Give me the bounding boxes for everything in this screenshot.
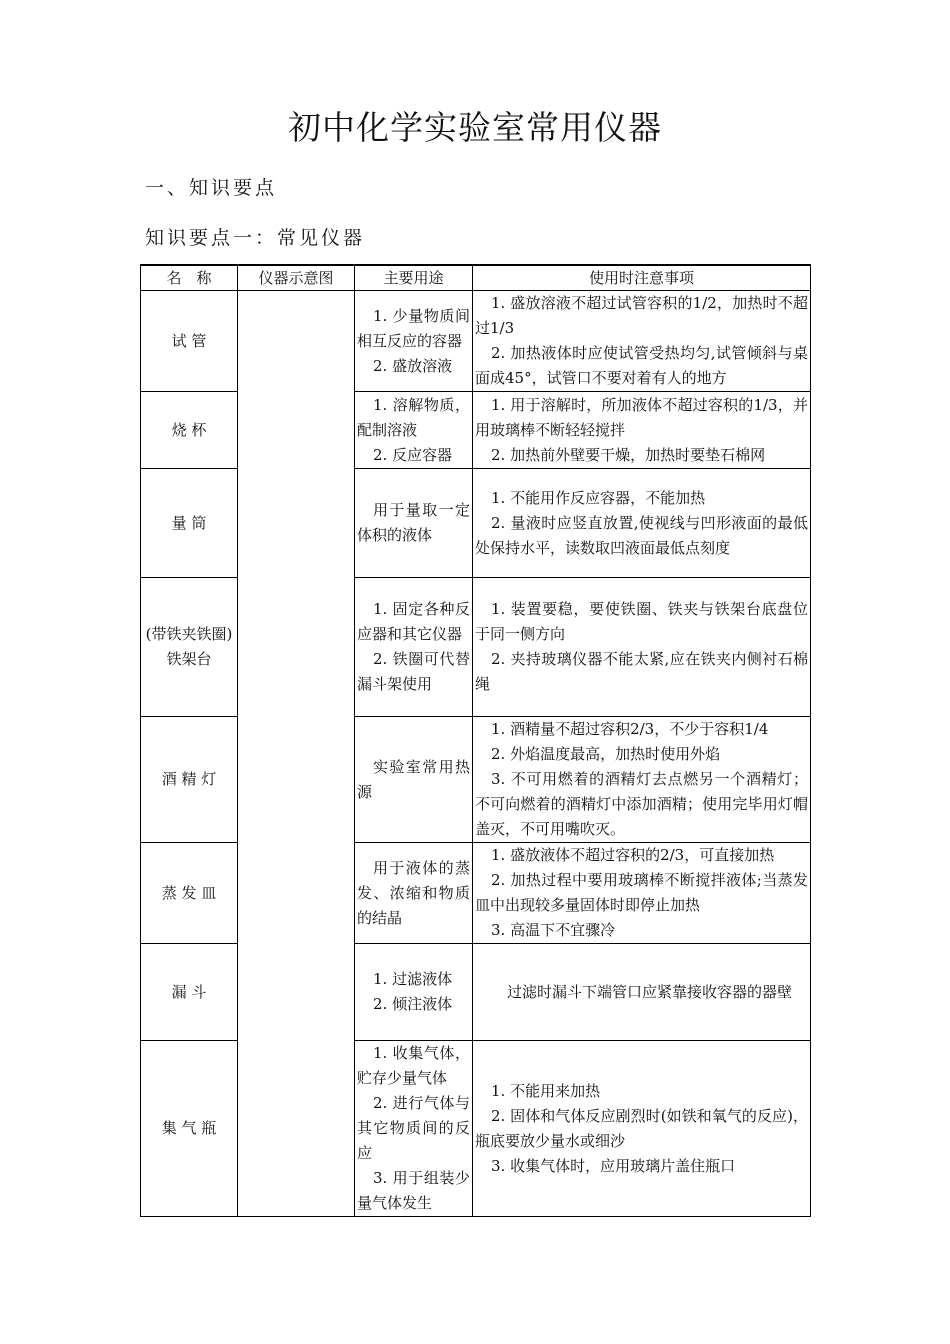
instrument-name: 酒 精 灯 <box>141 717 238 843</box>
table-row <box>141 291 811 392</box>
instrument-table <box>140 264 811 1217</box>
section-heading: 一、知识要点 <box>145 177 278 199</box>
instrument-name: (带铁夹铁圈) 铁架台 <box>141 578 238 717</box>
instrument-name: 集 气 瓶 <box>141 1041 238 1217</box>
header-uses: 主要用途 <box>355 265 473 291</box>
instrument-notes: 1. 酒精量不超过容积2/3，不少于容积1/4 2. 外焰温度最高，加热时使用外焰 3. 不可用燃着的酒精灯去点燃另一个酒精灯；不可向燃着的酒精灯中添加酒精；使用完毕用灯帽盖灭，不可用嘴吹灭。 <box>473 717 811 843</box>
instrument-uses: 1. 过滤液体 2. 倾注液体 <box>355 944 473 1041</box>
instrument-name: 漏 斗 <box>141 944 238 1041</box>
instrument-name: 量 筒 <box>141 469 238 578</box>
instrument-notes: 1. 盛放溶液不超过试管容积的1/2，加热时不超过1/3 2. 加热液体时应使试管受热均匀,试管倾斜与桌面成45°，试管口不要对着有人的地方 <box>473 291 811 392</box>
instrument-uses: 1. 收集气体，贮存少量气体 2. 进行气体与其它物质间的反应 3. 用于组装少量气体发生 <box>355 1041 473 1217</box>
instrument-notes: 1. 盛放液体不超过容积的2/3，可直接加热 2. 加热过程中要用玻璃棒不断搅拌液体;当蒸发皿中出现较多量固体时即停止加热 3. 高温下不宜骤冷 <box>473 843 811 944</box>
instrument-uses: 实验室常用热源 <box>355 717 473 843</box>
page-title: 初中化学实验室常用仪器 <box>288 108 662 147</box>
instrument-name: 试 管 <box>141 291 238 392</box>
subsection-heading: 知识要点一：常见仪器 <box>145 227 366 249</box>
instrument-name: 蒸 发 皿 <box>141 843 238 944</box>
header-diagram: 仪器示意图 <box>238 265 355 291</box>
instrument-uses: 1. 溶解物质，配制溶液 2. 反应容器 <box>355 392 473 469</box>
header-name: 名 称 <box>141 265 238 291</box>
instrument-uses: 用于量取一定体积的液体 <box>355 469 473 578</box>
instrument-uses: 用于液体的蒸发、浓缩和物质的结晶 <box>355 843 473 944</box>
instrument-notes: 1. 用于溶解时，所加液体不超过容积的1/3，并用玻璃棒不断轻轻搅拌 2. 加热前外壁要干燥，加热时要垫石棉网 <box>473 392 811 469</box>
instrument-notes: 1. 装置要稳，要使铁圈、铁夹与铁架台底盘位于同一侧方向 2. 夹持玻璃仪器不能太紧,应在铁夹内侧衬石棉绳 <box>473 578 811 717</box>
instrument-uses: 1. 少量物质间相互反应的容器 2. 盛放溶液 <box>355 291 473 392</box>
table-header-row <box>141 265 811 291</box>
diagram-column <box>238 291 355 1217</box>
instrument-uses: 1. 固定各种反应器和其它仪器 2. 铁圈可代替漏斗架使用 <box>355 578 473 717</box>
instrument-notes: 过滤时漏斗下端管口应紧靠接收容器的器壁 <box>473 944 811 1041</box>
header-notes: 使用时注意事项 <box>473 265 811 291</box>
instrument-name: 烧 杯 <box>141 392 238 469</box>
instrument-notes: 1. 不能用来加热 2. 固体和气体反应剧烈时(如铁和氧气的反应)，瓶底要放少量水或细沙 3. 收集气体时，应用玻璃片盖住瓶口 <box>473 1041 811 1217</box>
instrument-notes: 1. 不能用作反应容器，不能加热 2. 量液时应竖直放置,使视线与凹形液面的最低处保持水平，读数取凹液面最低点刻度 <box>473 469 811 578</box>
